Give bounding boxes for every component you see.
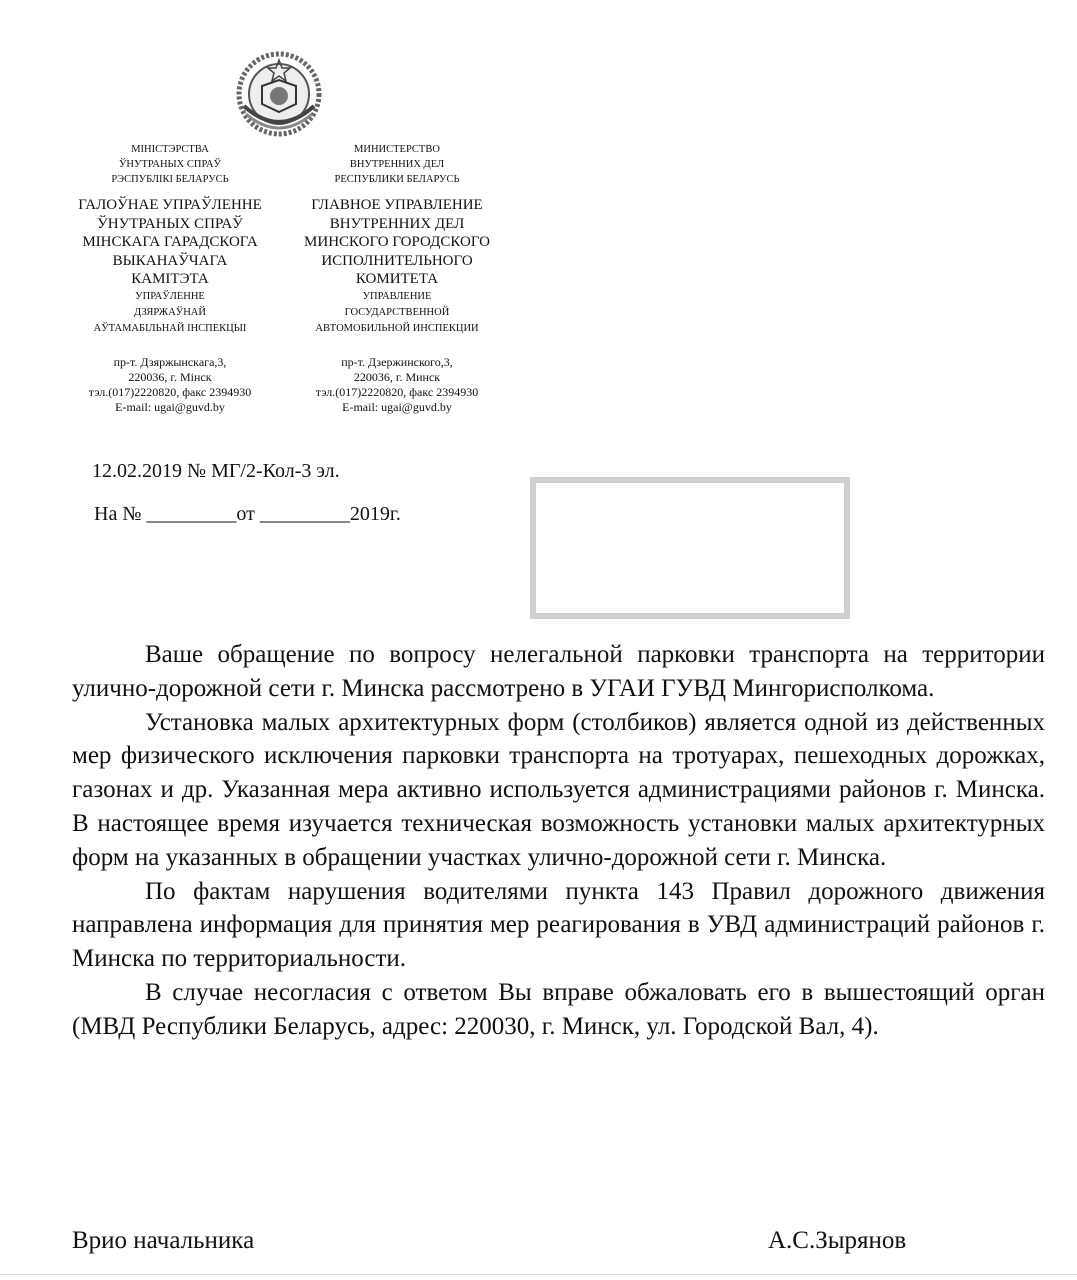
header-russian <box>272 142 522 415</box>
paragraph: Ваше обращение по вопросу нелегальной парковки транспорта на территории улично-дорожной сети г. Минска рассмотрено в УГАИ ГУВД Мингорисполкома. <box>72 641 1045 702</box>
reference-line: На № _________от _________2019г. <box>94 503 401 525</box>
paragraph: Установка малых архитектурных форм (столбиков) является одной из действенных мер физического исключения парковки транспорта на тротуарах, пешеходных дорожках, газонах и др. Указанная мера активно используется администрациями районов г. Минска. В настоящее время изучается техническая возможность установки малых архитектурных форм на указанных в обращении участках улично-дорожной сети г. Минска. <box>72 708 1045 871</box>
department-name: ГАЛОЎНАЕ УПРАЎЛЕННЕ ЎНУТРАНЫХ СПРАЎ МІНСКАГА ГАРАДСКОГА ВЫКАНАЎЧАГА КАМІТЭТА <box>78 197 262 287</box>
letter-body <box>72 638 1045 1044</box>
division-name: УПРАВЛЕНИЕ ГОСУДАРСТВЕННОЙ АВТОМОБИЛЬНОЙ ИНСПЕКЦИИ <box>315 290 479 334</box>
header-belarusian <box>45 142 295 415</box>
address-block: пр-т. Дзержинского,3, 220036, г. Минск тэл.(017)2220820, факс 2394930 E-mail: ugai@guvd.by <box>315 354 479 414</box>
registration-number: 12.02.2019 № МГ/2-Кол-3 эл. <box>92 460 340 482</box>
division-name: УПРАЎЛЕННЕ ДЗЯРЖАЎНАЙ АЎТАМАБІЛЬНАЙ ІНСПЕКЦЫІ <box>93 290 247 334</box>
paragraph: По фактам нарушения водителями пункта 143 Правил дорожного движения направлена информация для принятия мер реагирования в УВД администраций районов г. Минска по территориальности. <box>72 877 1045 973</box>
paragraph: В случае несогласия с ответом Вы вправе обжаловать его в вышестоящий орган (МВД Республики Беларусь, адрес: 220030, г. Минск, ул. Городской Вал, 4). <box>72 978 1045 1040</box>
coat-of-arms-emblem <box>232 46 326 138</box>
signer-name: А.С.Зырянов <box>768 1227 907 1254</box>
address-block: пр-т. Дзяржынскага,3, 220036, г. Мінск тэл.(017)2220820, факс 2394930 E-mail: ugai@guvd.by <box>88 354 252 414</box>
redacted-addressee-box <box>530 477 850 619</box>
department-name: ГЛАВНОЕ УПРАВЛЕНИЕ ВНУТРЕННИХ ДЕЛ МИНСКОГО ГОРОДСКОГО ИСПОЛНИТЕЛЬНОГО КОМИТЕТА <box>304 197 490 287</box>
ministry-name: МИНИСТЕРСТВО ВНУТРЕННИХ ДЕЛ РЕСПУБЛИКИ БЕЛАРУСЬ <box>334 144 460 185</box>
ministry-name: МІНІСТЭРСТВА ЎНУТРАНЫХ СПРАЎ РЭСПУБЛІКІ БЕЛАРУСЬ <box>111 144 229 185</box>
page-divider <box>0 1274 1077 1275</box>
signer-position: Врио начальника <box>72 1227 255 1254</box>
